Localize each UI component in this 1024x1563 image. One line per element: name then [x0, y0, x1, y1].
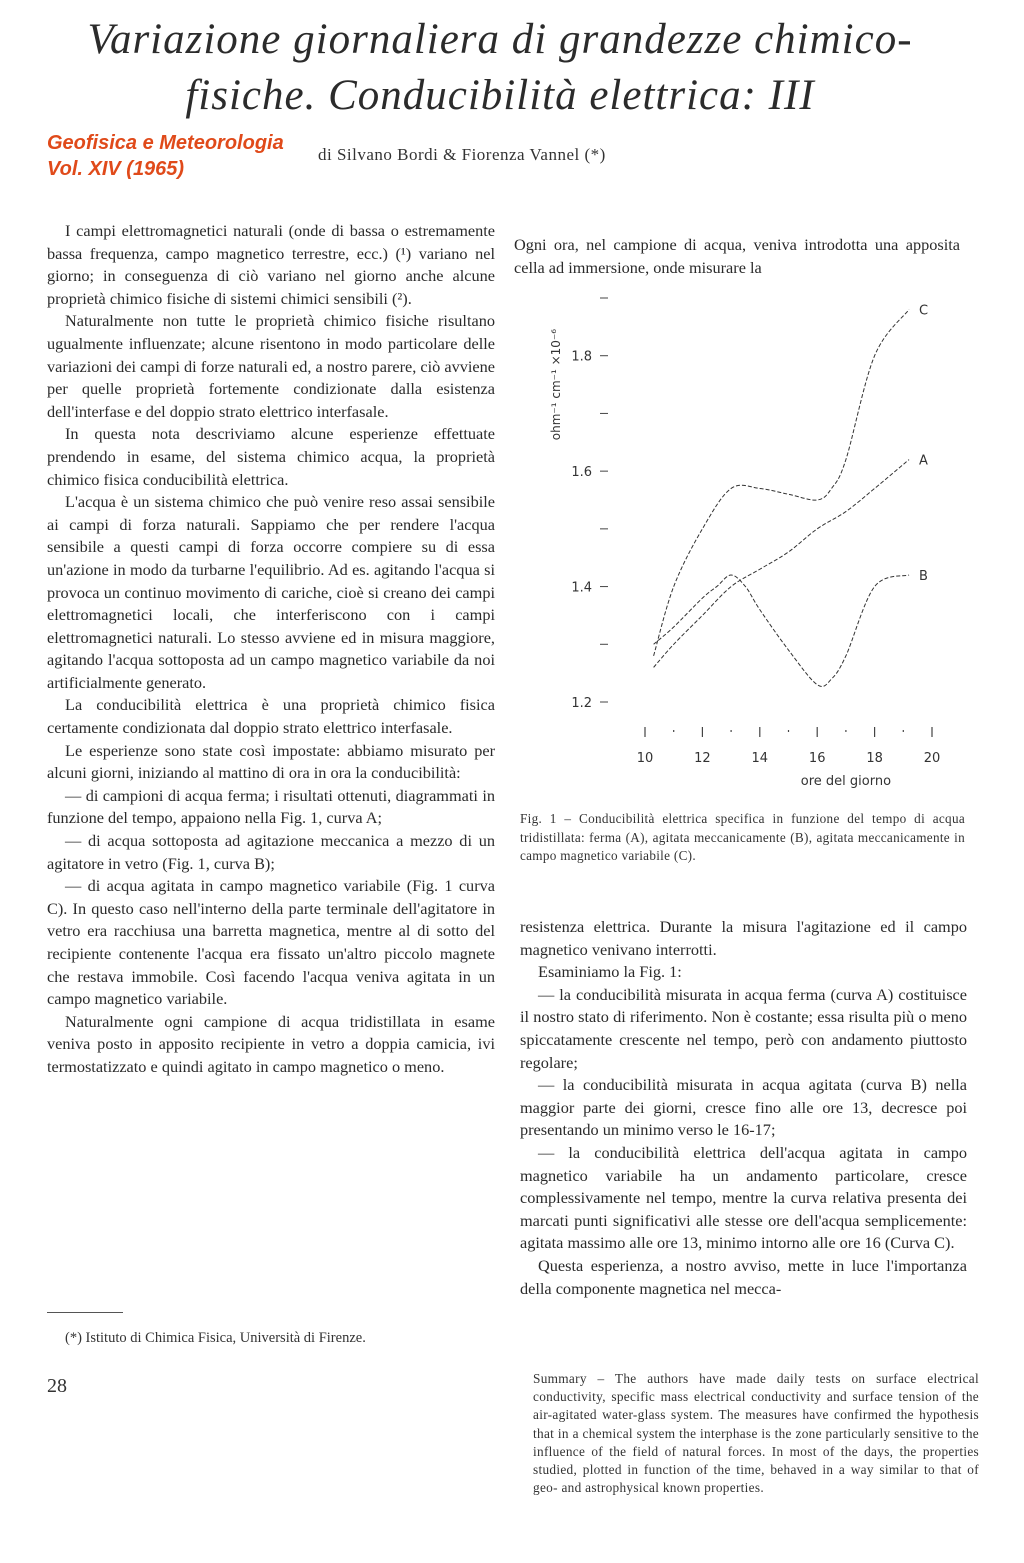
journal-name: Geofisica e Meteorologia: [47, 132, 284, 154]
page-number: 28: [47, 1375, 67, 1397]
paragraph: Ogni ora, nel campione di acqua, veniva introdotta una apposita cella ad immersione, onde misurare la: [514, 235, 960, 277]
x-tick-label: 16: [808, 751, 826, 766]
paragraph: resistenza elettrica. Durante la misura l'agitazione ed il campo magnetico venivano interrotti.: [520, 917, 967, 959]
x-axis-label: ore del giorno: [800, 774, 892, 789]
paragraph: Questa esperienza, a nostro avviso, mette in luce l'importanza della componente magnetica nel mecca-: [520, 1255, 967, 1298]
footnote-divider: [47, 1312, 123, 1313]
right-column-top: [514, 218, 960, 296]
paragraph: L'acqua è un sistema chimico che può venire reso assai sensibile ai campi di forza naturali. Sappiamo che per rendere l'acqua sensibile a questi campi di forza occorre compiere su di essa un'azione in modo da turbarne l'equilibrio. Ad es. agitando l'acqua si provoca un continuo movimento di cariche, cioè si creano dei campi elettromagnetici locali, che interferiscono con i campi elettromagnetici naturali. Lo stesso avviene ed in misura maggiore, agitando l'acqua sottoposta ad un campo magnetico variabile da noi artificialmente generato.: [47, 492, 495, 692]
x-tick-label: 12: [694, 751, 711, 766]
summary: Summary – The authors have made daily tests on surface electrical conductivity, specific mass electrical conductivity and surface tension of the air-agitated water-glass system. The measures have confirmed the hypothesis that in a chemical system the interphase is the zone particularly sensitive to the influence of the field of natural forces. In most of the days, the properties studied, plotted in function of the time, behaved in a way similar to that of geo- and astrophysical known properties.: [533, 1371, 979, 1496]
series-line-a: [654, 460, 909, 668]
list-item: — la conducibilità misurata in acqua ferma (curva A) costituisce il nostro stato di riferimento. Non è costante; essa risulta più o meno spiccatamente crescente nel tempo, però con andamento piuttosto regolare;: [520, 984, 967, 1072]
y-tick-label: 1.8: [571, 349, 592, 365]
list-item: — la conducibilità misurata in acqua agitata (curva B) nella maggior parte dei giorni, cresce fino alle ore 13, decresce poi presentando un minimo verso le 16-17;: [520, 1075, 967, 1140]
series-label-b: B: [919, 569, 928, 585]
paragraph: Esaminiamo la Fig. 1:: [538, 962, 682, 982]
x-tick-label: 18: [866, 751, 883, 766]
list-item: — di acqua sottoposta ad agitazione meccanica a mezzo di un agitatore in vetro (Fig. 1, curva B);: [47, 831, 495, 873]
series-line-b: [654, 575, 909, 686]
figure-caption: Fig. 1 – Conducibilità elettrica specifica in funzione del tempo di acqua tridistillata: ferma (A), agitata meccanicamente (B), agitata meccanicamente in campo magnetico variabile (C).: [520, 811, 965, 864]
x-tick-label: 14: [751, 751, 769, 766]
footnote: (*) Istituto di Chimica Fisica, Università di Firenze.: [65, 1330, 366, 1346]
list-item: — la conducibilità elettrica dell'acqua agitata in campo magnetico variabile ha un andamento particolare, cresce complessivamente nel tempo, mentre la curva relativa presenta dei marcati punti significativi alle stesse ore dell'acqua semplicemente: agitata massimo alle ore 13, minimo intorno alle ore 16 (Curva C).: [520, 1142, 967, 1253]
left-column: [47, 220, 495, 1079]
y-axis-label: ohm⁻¹ cm⁻¹ ×10⁻⁶: [549, 328, 563, 441]
paragraph: La conducibilità elettrica è una proprietà chimico fisica certamente condizionata dal doppio strato elettrico interfasale.: [47, 695, 495, 738]
conductivity-chart: [512, 290, 972, 800]
title-line-1: Variazione giornaliera di grandezze chimico-: [87, 16, 913, 63]
journal-volume: Vol. XIV (1965): [47, 158, 185, 180]
list-item: — di campioni di acqua ferma; i risultati ottenuti, diagrammati in funzione del tempo, appaiono nella Fig. 1, curva A;: [47, 785, 495, 828]
paragraph: I campi elettromagnetici naturali (onde di bassa o estremamente bassa frequenza, campo magnetico terrestre, ecc.) (¹) variano nel giorno; in conseguenza di ciò variano nel giorno anche alcune proprietà chimico fisiche di sistemi chimici sensibili (²).: [47, 221, 495, 308]
right-column: [520, 916, 967, 1300]
paragraph: Naturalmente non tutte le proprietà chimico fisiche risultano ugualmente influenzate; alcune risentono in modo particolare delle variazioni dei campi di forze naturali ed, a nostro parere, ciò avviene per quelle proprietà fortemente condizionate dalla esistenza dell'interfase e del doppio strato elettrico interfasale.: [47, 311, 495, 421]
title-line-2: fisiche. Conducibilità elettrica: III: [185, 72, 815, 119]
series-label-c: C: [919, 303, 929, 319]
x-tick-label: 10: [636, 751, 654, 766]
authors: di Silvano Bordi & Fiorenza Vannel (*): [318, 145, 606, 164]
series-line-c: [654, 310, 909, 656]
y-tick-label: 1.2: [571, 696, 592, 711]
journal-label: [47, 130, 284, 182]
x-tick-label: 20: [923, 751, 941, 766]
list-item: — di acqua agitata in campo magnetico variabile (Fig. 1 curva C). In questo caso nell'interno della parte terminale dell'agitatore in vetro era racchiusa una barretta magnetica, mentre al di sotto del recipiente contenente l'acqua era fissato un'altro piccolo magnete che restava immobile. Così facendo l'acqua veniva agitata in un campo magnetico variabile.: [47, 876, 495, 1009]
paragraph: Le esperienze sono state così impostate: abbiamo misurato per alcuni giorni, iniziando al mattino di ora in ora la conducibilità:: [47, 740, 495, 783]
y-tick-label: 1.4: [571, 580, 592, 596]
article-title: [0, 12, 1000, 124]
paragraph: Naturalmente ogni campione di acqua tridistillata in esame veniva posto in apposito recipiente in vetro a doppia camicia, ivi termostatizzato e quindi agitato in campo magnetico o meno.: [47, 1011, 495, 1076]
y-tick-label: 1.6: [571, 465, 592, 481]
paragraph: In questa nota descriviamo alcune esperienze effettuate prendendo in esame, del sistema chimico acqua, la proprietà chimico fisica conducibilità elettrica.: [47, 424, 495, 489]
series-label-a: A: [919, 453, 928, 469]
